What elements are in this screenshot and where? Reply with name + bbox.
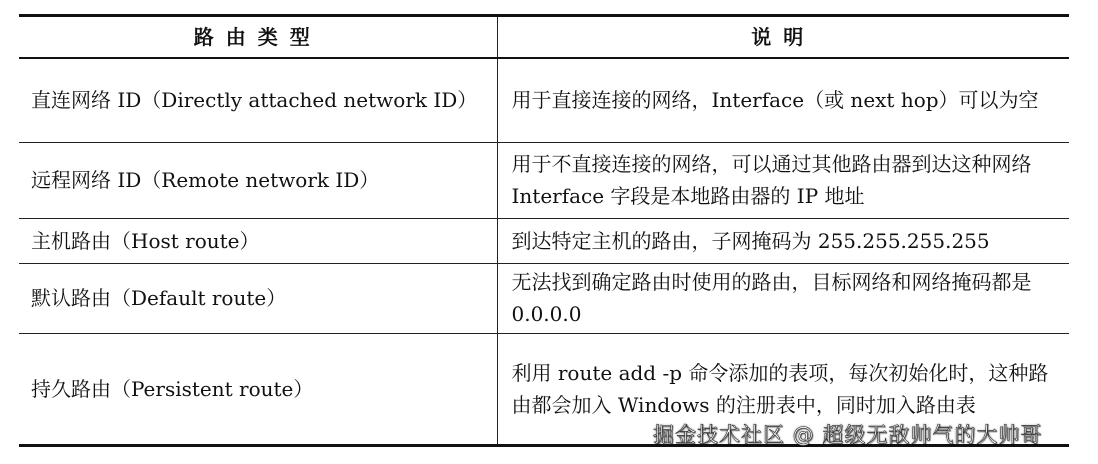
description-cell: 无法找到确定路由时使用的路由，目标网络和网络掩码都是 0.0.0.0 <box>497 263 1069 333</box>
route-type-cell: 持久路由（Persistent route） <box>19 333 497 445</box>
description-cell: 用于直接连接的网络，Interface（或 next hop）可以为空 <box>497 58 1069 142</box>
table-row <box>19 218 1069 263</box>
table-row <box>19 142 1069 218</box>
header-route-type: 路由类型 <box>19 16 497 59</box>
description-cell: 用于不直接连接的网络，可以通过其他路由器到达这种网络 Interface 字段是本地路由器的 IP 地址 <box>497 142 1069 218</box>
route-types-table <box>19 14 1069 447</box>
route-types-table-container <box>19 14 1069 447</box>
table-row <box>19 58 1069 142</box>
route-type-cell: 直连网络 ID（Directly attached network ID） <box>19 58 497 142</box>
description-cell: 利用 route add -p 命令添加的表项，每次初始化时，这种路由都会加入 Windows 的注册表中，同时加入路由表 <box>497 333 1069 445</box>
watermark: 掘金技术社区 @ 超级无敌帅气的大帅哥 <box>653 423 1043 447</box>
description-cell: 到达特定主机的路由，子网掩码为 255.255.255.255 <box>497 218 1069 263</box>
route-type-cell: 远程网络 ID（Remote network ID） <box>19 142 497 218</box>
table-row <box>19 263 1069 333</box>
route-type-cell: 主机路由（Host route） <box>19 218 497 263</box>
table-header-row <box>19 16 1069 59</box>
header-description: 说明 <box>497 16 1069 59</box>
route-type-cell: 默认路由（Default route） <box>19 263 497 333</box>
